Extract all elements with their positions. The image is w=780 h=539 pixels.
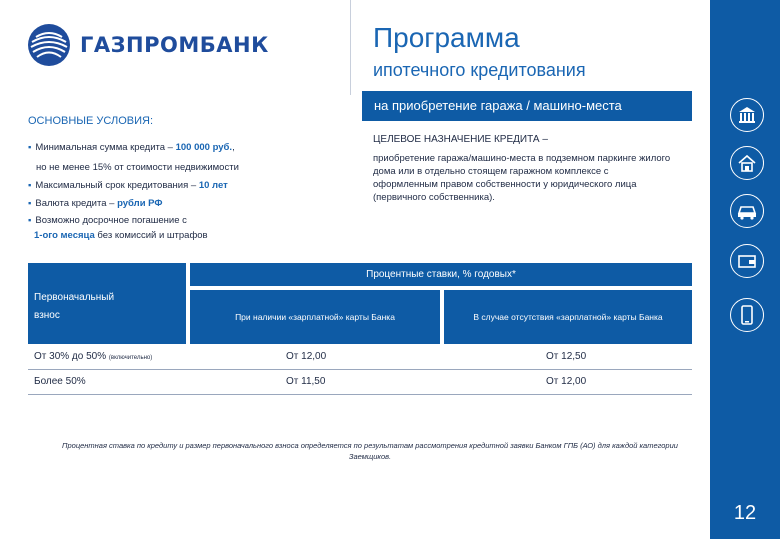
phone-icon (730, 298, 764, 332)
bullet: ▪ (28, 180, 32, 191)
house-icon (730, 146, 764, 180)
bank-icon (730, 98, 764, 132)
table-row (28, 370, 692, 394)
row-down-payment: От 30% до 50% (включительно) (34, 351, 153, 362)
wallet-icon (730, 244, 764, 278)
gazprombank-logo-icon (26, 22, 72, 68)
rates-col-down-payment: Первоначальный взнос (28, 263, 186, 344)
conditions-title: ОСНОВНЫЕ УСЛОВИЯ: (28, 115, 153, 127)
condition-currency: ▪ Валюта кредита – рубли РФ (28, 198, 163, 209)
rates-col-without-card: В случае отсутствия «зарплатной» карты Банка (444, 290, 692, 344)
condition-min-amount: ▪ Минимальная сумма кредита – 100 000 руб., (28, 142, 235, 153)
gazprombank-logo (26, 22, 269, 68)
right-sidebar (710, 0, 780, 539)
row-rate-with-card: От 11,50 (286, 376, 326, 387)
page-subtitle: ипотечного кредитования (373, 60, 586, 80)
row-rate-without-card: От 12,00 (546, 376, 587, 387)
bullet: ▪ (28, 215, 32, 226)
logo-text: ГАЗПРОМБАНК (80, 33, 269, 57)
condition-max-term: ▪ Максимальный срок кредитования – 10 лет (28, 180, 228, 191)
rates-header: Процентные ставки, % годовых* (190, 263, 692, 286)
row-rate-with-card: От 12,00 (286, 351, 327, 362)
condition-min-amount-note: но не менее 15% от стоимости недвижимости (36, 162, 239, 173)
row-divider (28, 394, 692, 395)
footnote: Процентная ставка по кредиту и размер первоначального взноса определяется по результатам рассмотрения кредитной заявки Банком ГПБ (АО) для каждой категории Заемщиков. (62, 441, 678, 461)
bullet: ▪ (28, 198, 32, 209)
program-subtitle-bar: на приобретение гаража / машино-места (362, 91, 692, 121)
car-icon (730, 194, 764, 228)
condition-early-repayment-line2: 1-ого месяца без комиссий и штрафов (34, 230, 208, 241)
rates-col-with-card: При наличии «зарплатной» карты Банка (190, 290, 440, 344)
purpose-title: ЦЕЛЕВОЕ НАЗНАЧЕНИЕ КРЕДИТА – (373, 134, 548, 145)
table-row (28, 345, 692, 369)
page-number: 12 (733, 502, 757, 524)
page-title: Программа (373, 22, 520, 53)
purpose-text: приобретение гаража/машино-места в подземном паркинге жилого дома или в отдельно стоящем гаражном комплексе с оформленным правом собственности у юридического лица (первичного собственника). (373, 153, 671, 203)
header-divider (350, 0, 351, 95)
bullet: ▪ (28, 142, 32, 153)
condition-early-repayment: ▪ Возможно досрочное погашение с (28, 215, 187, 226)
row-rate-without-card: От 12,50 (546, 351, 587, 362)
row-down-payment: Более 50% (34, 376, 86, 387)
